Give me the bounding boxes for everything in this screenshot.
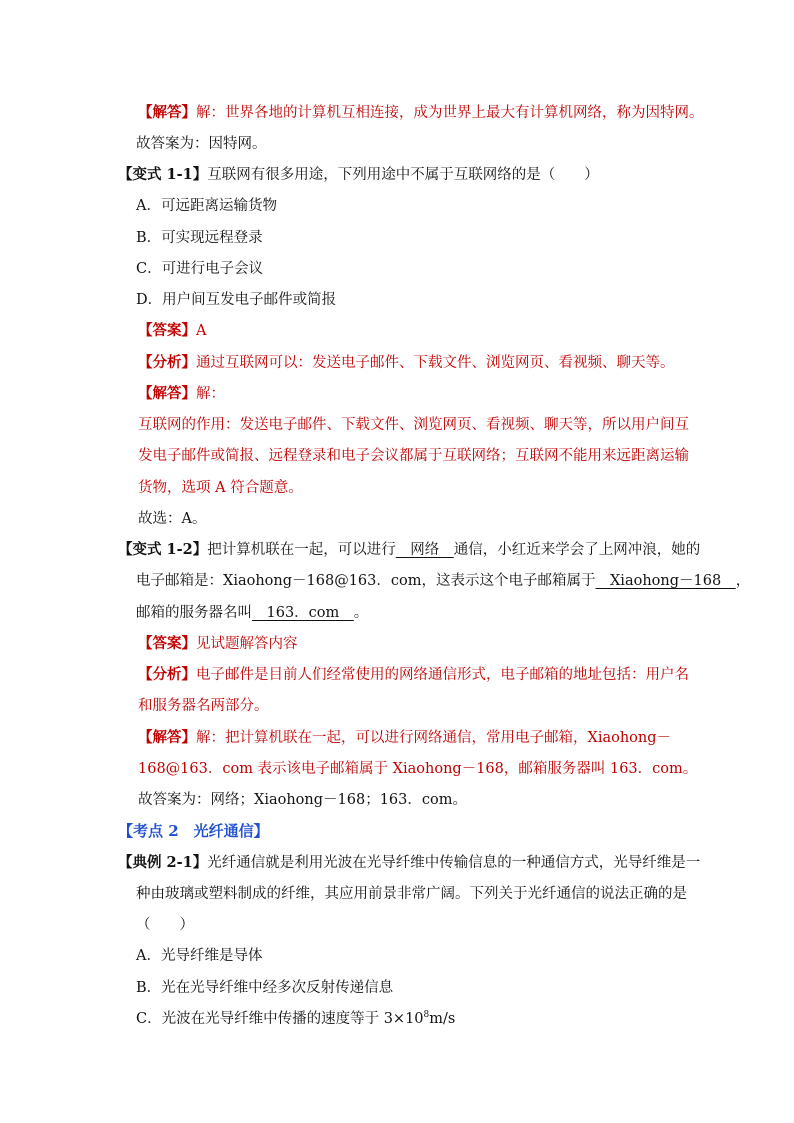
question-1-1-stem: [118, 165, 599, 185]
tag-dianli-2-1: 【典例 2-1】: [118, 854, 208, 871]
section-heading: 【考点 2 光纤通信】: [118, 822, 269, 840]
analysis-line: [138, 665, 689, 685]
blank-3: 163．com: [252, 605, 354, 621]
conclusion-line: 故答案为：网络；Xiaohong－168；163．com。: [138, 792, 467, 808]
solution-head: 解：: [196, 386, 225, 402]
analysis-line: [138, 353, 675, 373]
line3-text-b: 。: [353, 605, 369, 621]
tag-bianshi-1-1: 【变式 1-1】: [118, 166, 208, 183]
stem-line-3: （ ）: [136, 917, 194, 933]
line3-text-a: 邮箱的服务器名叫: [136, 605, 252, 621]
solution-line-2: 发电子邮件或简报、远程登录和电子会议都属于互联网络；互联网不能用来远距离运输: [138, 448, 689, 464]
solution-head-line: [138, 384, 225, 404]
solution-line: [138, 103, 704, 123]
stem-text-b: 通信，小红近来学会了上网冲浪，她的: [453, 542, 701, 558]
line2-text-a: 电子邮箱是：Xiaohong－168@163．com，这表示这个电子邮箱属于: [136, 573, 596, 589]
tag-fenxi: 【分析】: [138, 666, 196, 683]
solution-line-1: 互联网的作用：发送电子邮件、下载文件、浏览网页、看视频、聊天等，所以用户间互: [138, 417, 689, 433]
analysis-text-2: 和服务器名两部分。: [138, 698, 269, 714]
analysis-text-1: 电子邮件是目前人们经常使用的网络通信形式，电子邮箱的地址包括：用户名: [196, 667, 689, 683]
option-c: [136, 1009, 455, 1029]
question-2-1-stem: [118, 853, 700, 873]
answer-line: [138, 634, 298, 654]
solution-text-1: 解：把计算机联在一起，可以进行网络通信，常用电子邮箱，Xiaohong－: [196, 730, 672, 746]
answer-line: [138, 321, 206, 341]
blank-1: 网络: [395, 542, 454, 558]
solution-text-2: 168@163．com 表示该电子邮箱属于 Xiaohong－168，邮箱服务器叫 163．com。: [138, 761, 698, 777]
solution-line: [138, 728, 671, 748]
question-1-2-stem: [118, 540, 700, 560]
option-d: D．用户间互发电子邮件或简报: [136, 292, 337, 308]
option-b: B．可实现远程登录: [136, 230, 263, 246]
option-b: B．光在光导纤维中经多次反射传递信息: [136, 980, 394, 996]
tag-jieda: 【解答】: [138, 104, 196, 121]
solution-line-3: 货物，选项 A 符合题意。: [138, 480, 303, 496]
answer-value: A: [196, 323, 207, 339]
conclusion-line: 故答案为：因特网。: [136, 136, 267, 152]
tag-daan: 【答案】: [138, 635, 196, 652]
stem-line-2: 种由玻璃或塑料制成的纤维，其应用前景非常广阔。下列关于光纤通信的说法正确的是: [136, 886, 687, 902]
solution-text: 解：世界各地的计算机互相连接，成为世界上最大有计算机网络，称为因特网。: [196, 105, 704, 121]
question-1-2-line3: [136, 603, 368, 623]
stem-text: 互联网有很多用途，下列用途中不属于互联网络的是（ ）: [207, 167, 599, 183]
stem-line-1: 光纤通信就是利用光波在光导纤维中传输信息的一种通信方式，光导纤维是一: [207, 855, 701, 871]
tag-bianshi-1-2: 【变式 1-2】: [118, 541, 208, 558]
option-c-exponent: 8: [423, 1010, 430, 1021]
option-a: A．可远距离运输货物: [136, 198, 277, 214]
option-a: A．光导纤维是导体: [136, 948, 263, 964]
stem-text-a: 把计算机联在一起，可以进行: [207, 542, 396, 558]
tag-daan: 【答案】: [138, 322, 196, 339]
option-c-text-b: m/s: [429, 1011, 456, 1027]
option-c: C．可进行电子会议: [136, 261, 264, 277]
line2-text-b: ，: [735, 573, 751, 589]
question-1-2-line2: [136, 571, 750, 591]
analysis-text: 通过互联网可以：发送电子邮件、下载文件、浏览网页、看视频、聊天等。: [196, 355, 675, 371]
option-c-text-a: C．光波在光导纤维中传播的速度等于 3×10: [136, 1011, 424, 1027]
blank-2: Xiaohong－168: [595, 573, 736, 589]
choice-line: 故选：A。: [138, 511, 207, 527]
tag-jieda: 【解答】: [138, 385, 196, 402]
answer-value: 见试题解答内容: [196, 636, 298, 652]
tag-jieda: 【解答】: [138, 729, 196, 746]
tag-fenxi: 【分析】: [138, 354, 196, 371]
